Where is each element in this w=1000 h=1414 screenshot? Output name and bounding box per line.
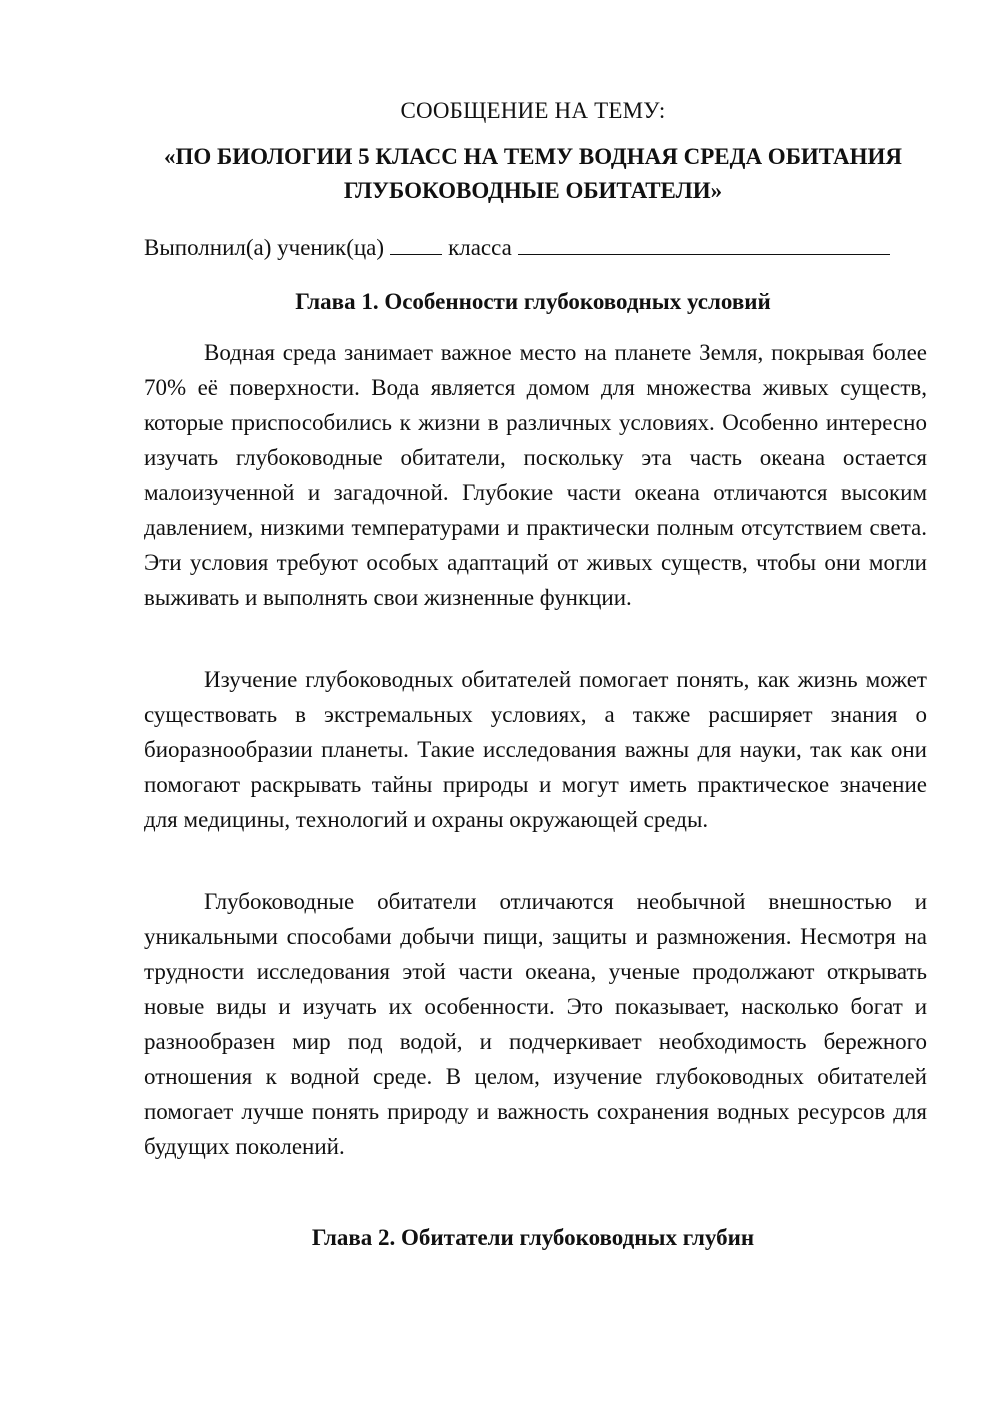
chapter-2-heading: Глава 2. Обитатели глубоководных глубин bbox=[311, 1225, 755, 1250]
class-number-blank bbox=[390, 232, 442, 255]
chapter-1-paragraph-1: Водная среда занимает важное место на планете Земля, покрывая более 70% её поверхности. Вода является домом для множества живых существ, которые приспособились к жизни в различных условиях. Особенно интересно изучать глубоководные обитатели, поскольку эта часть океана остается малоизученной и загадочной. Глубокие части океана отличаются высоким давлением, низкими температурами и практически полным отсутствием света. Эти условия требуют особых адаптаций от живых существ, чтобы они могли выживать и выполнять свои жизненные функции. bbox=[144, 340, 927, 610]
document-kicker: СООБЩЕНИЕ НА ТЕМУ: bbox=[400, 98, 666, 123]
chapter-1-paragraph-2: Изучение глубоководных обитателей помогает понять, как жизнь может существовать в экстремальных условиях, а также расширяет знания о биоразнообразии планеты. Такие исследования важны для науки, так как они помогают раскрывать тайны природы и могут иметь практическое значение для медицины, технологий и охраны окружающей среды. bbox=[144, 667, 927, 832]
chapter-1-heading: Глава 1. Особенности глубоководных условий bbox=[295, 289, 771, 314]
author-prefix: Выполнил(а) ученик(ца) bbox=[144, 235, 385, 260]
document-title-line-1: «ПО БИОЛОГИИ 5 КЛАСС НА ТЕМУ ВОДНАЯ СРЕДА ОБИТАНИЯ bbox=[164, 144, 902, 169]
author-name-blank bbox=[518, 232, 890, 255]
document-title bbox=[140, 140, 926, 208]
author-class-label: класса bbox=[448, 235, 512, 260]
chapter-1-paragraph-3: Глубоководные обитатели отличаются необычной внешностью и уникальными способами добычи пищи, защиты и размножения. Несмотря на трудности исследования этой части океана, ученые продолжают открывать новые виды и изучать их особенности. Это показывает, насколько богат и разнообразен мир под водой, и подчеркивает необходимость бережного отношения к водной среде. В целом, изучение глубоководных обитателей помогает лучше понять природу и важность сохранения водных ресурсов для будущих поколений. bbox=[144, 889, 927, 1159]
author-line bbox=[144, 231, 944, 265]
document-title-line-2: ГЛУБОКОВОДНЫЕ ОБИТАТЕЛИ» bbox=[343, 178, 723, 203]
